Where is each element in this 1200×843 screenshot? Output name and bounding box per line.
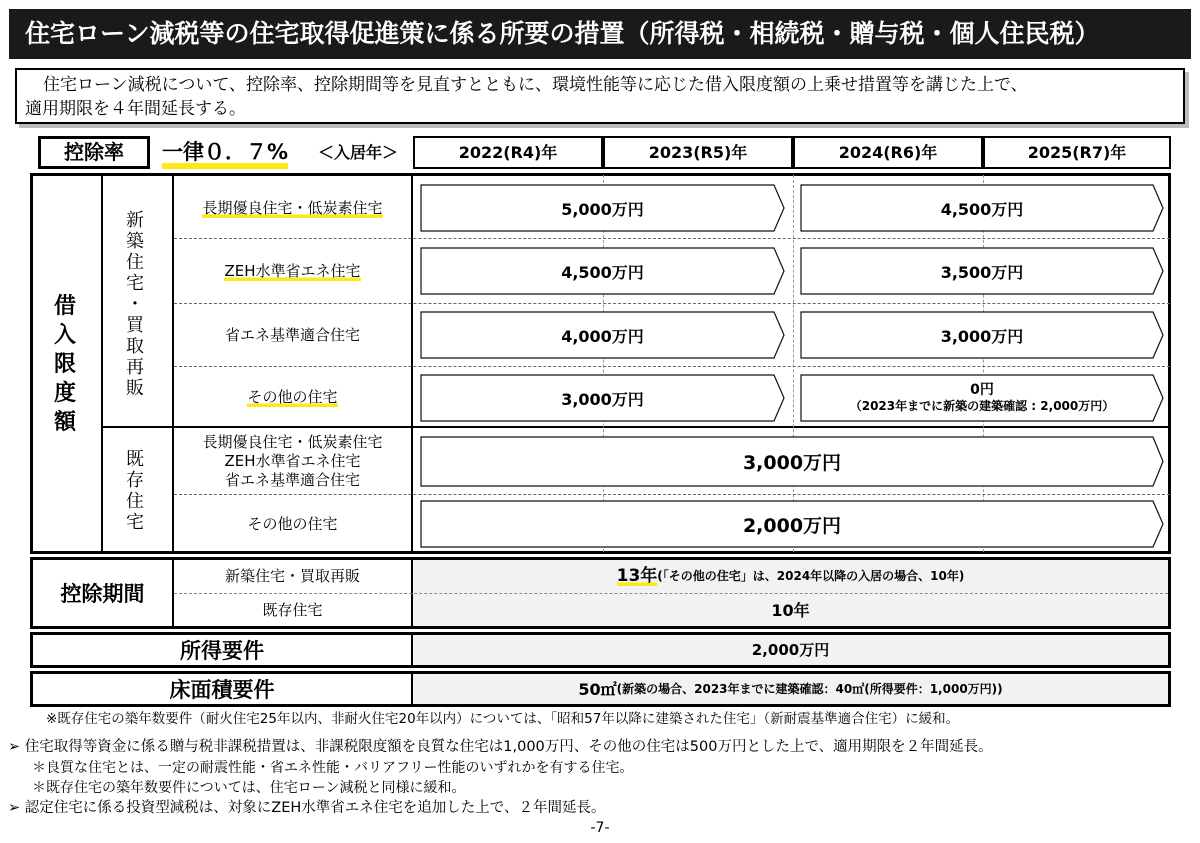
bullet-gift-tax: ➢ 住宅取得等資金に係る贈与税非課税措置は、非課税限度額を良質な住宅は1,000万円、その他の住宅は500万円とした上で、適用期限を２年間延長。 (8, 739, 993, 755)
vertical-char: 宅 (126, 273, 144, 294)
vertical-char: 限 (53, 352, 76, 377)
page-number: -7- (590, 820, 610, 836)
deduction-period-label: 控除期間 (60, 582, 145, 606)
new-housing-label (115, 210, 155, 399)
year-header-2023: 2023(R5)年 (603, 136, 793, 169)
limit-arrow-other-2024-25 (800, 374, 1164, 422)
divider (793, 175, 794, 552)
vertical-char: 宅 (126, 512, 144, 533)
sub-note-quality-housing: ＊良質な住宅とは、一定の耐震性能・省エネ性能・バリアフリー性能のいずれかを有する住宅。 (32, 760, 634, 776)
category-energy-standard: 省エネ基準適合住宅 (224, 326, 360, 344)
limit-arrow-existing-certified: 3,000万円 (420, 436, 1164, 487)
summary-line-2: 適用期限を４年間延長する。 (25, 99, 246, 119)
limit-arrow-energy-2022-23: 4,000万円 (420, 311, 785, 359)
divider (411, 173, 413, 554)
limit-arrow-zeh-2022-23: 4,500万円 (420, 247, 785, 295)
other-late-values: 0円 （2023年までに新築の建築確認 : 2,000万円） (849, 382, 1115, 413)
vertical-char: 借 (53, 294, 76, 319)
limit-arrow-existing-other: 2,000万円 (420, 500, 1164, 548)
vertical-char: 既 (126, 449, 144, 470)
limit-arrow-energy-2024-25: 3,000万円 (800, 311, 1164, 359)
vertical-char: 住 (126, 252, 144, 273)
existing-housing-label (115, 449, 155, 533)
category-existing-other: その他の住宅 (247, 514, 338, 533)
year-header-2022: 2022(R4)年 (413, 136, 603, 169)
category-other: その他の住宅 (247, 387, 338, 406)
limit-arrow-long-term-2022-23: 5,000万円 (420, 184, 785, 232)
year-header-2025: 2025(R7)年 (983, 136, 1171, 169)
borrow-limit-label (40, 292, 90, 437)
page-title: 住宅ローン減税等の住宅取得促進策に係る所要の措置（所得税・相続税・贈与税・個人住民税） (9, 9, 1191, 59)
limit-arrow-zeh-2024-25: 3,500万円 (800, 247, 1164, 295)
vertical-char: 新 (126, 210, 144, 231)
category-existing-certified: 長期優良住宅・低炭素住宅 ZEH水準省エネ住宅 省エネ基準適合住宅 (202, 432, 383, 489)
vertical-char: 築 (126, 231, 144, 252)
category-zeh: ZEH水準省エネ住宅 (224, 262, 361, 280)
income-requirement-label: 所得要件 (180, 639, 264, 663)
vertical-char: ・ (126, 294, 144, 315)
footnote-existing-age: ※既存住宅の築年数要件（耐火住宅25年以内、非耐火住宅20年以内）については、「昭和57年以降に建築された住宅」（新耐震基準適合住宅）に緩和。 (46, 711, 960, 727)
vertical-char: 販 (126, 378, 144, 399)
vertical-char: 入 (53, 323, 76, 348)
divider (174, 238, 1170, 239)
year-header-2024: 2024(R6)年 (793, 136, 983, 169)
vertical-char: 住 (126, 491, 144, 512)
category-long-term-low-carbon: 長期優良住宅・低炭素住宅 (202, 198, 383, 217)
summary-box (15, 68, 1185, 124)
floor-area-requirement-label: 床面積要件 (169, 678, 275, 702)
limit-arrow-long-term-2024-25: 4,500万円 (800, 184, 1164, 232)
divider (174, 494, 1170, 495)
vertical-char: 額 (53, 410, 76, 435)
vertical-char: 買 (126, 315, 144, 336)
floor-area-requirement-value: 50㎡ (新築の場合、2023年までに建築確認：40㎡(所得要件：1,000万円)) (578, 679, 1003, 699)
limit-arrow-other-2022-23: 3,000万円 (420, 374, 785, 422)
divider (174, 303, 1170, 304)
period-existing-value: 10年 (771, 600, 810, 620)
sub-note-existing-age: ＊既存住宅の築年数要件については、住宅ローン減税と同様に緩和。 (32, 780, 466, 796)
period-existing-label: 既存住宅 (262, 600, 323, 619)
period-new-label: 新築住宅・買取再販 (224, 567, 360, 585)
move-in-year-label: ＜入居年＞ (318, 143, 399, 162)
vertical-char: 存 (126, 470, 144, 491)
vertical-char: 取 (126, 336, 144, 357)
period-new-value: 13年 (「その他の住宅」は、2024年以降の入居の場合、10年) (616, 566, 965, 586)
summary-line-1: 住宅ローン減税について、控除率、控除期間等を見直すとともに、環境性能等に応じた借入限度額の上乗せ措置等を講じた上で、 (43, 75, 1028, 95)
divider (174, 366, 1170, 367)
vertical-char: 再 (126, 357, 144, 378)
vertical-char: 度 (53, 381, 76, 406)
bullet-investment-tax: ➢ 認定住宅に係る投資型減税は、対象にZEH水準省エネ住宅を追加した上で、２年間延長。 (8, 800, 606, 816)
deduction-rate-label: 控除率 (38, 136, 150, 169)
deduction-rate-value: 一律０．７% (162, 136, 288, 169)
income-requirement-value: 2,000万円 (751, 640, 830, 659)
divider (101, 173, 103, 554)
